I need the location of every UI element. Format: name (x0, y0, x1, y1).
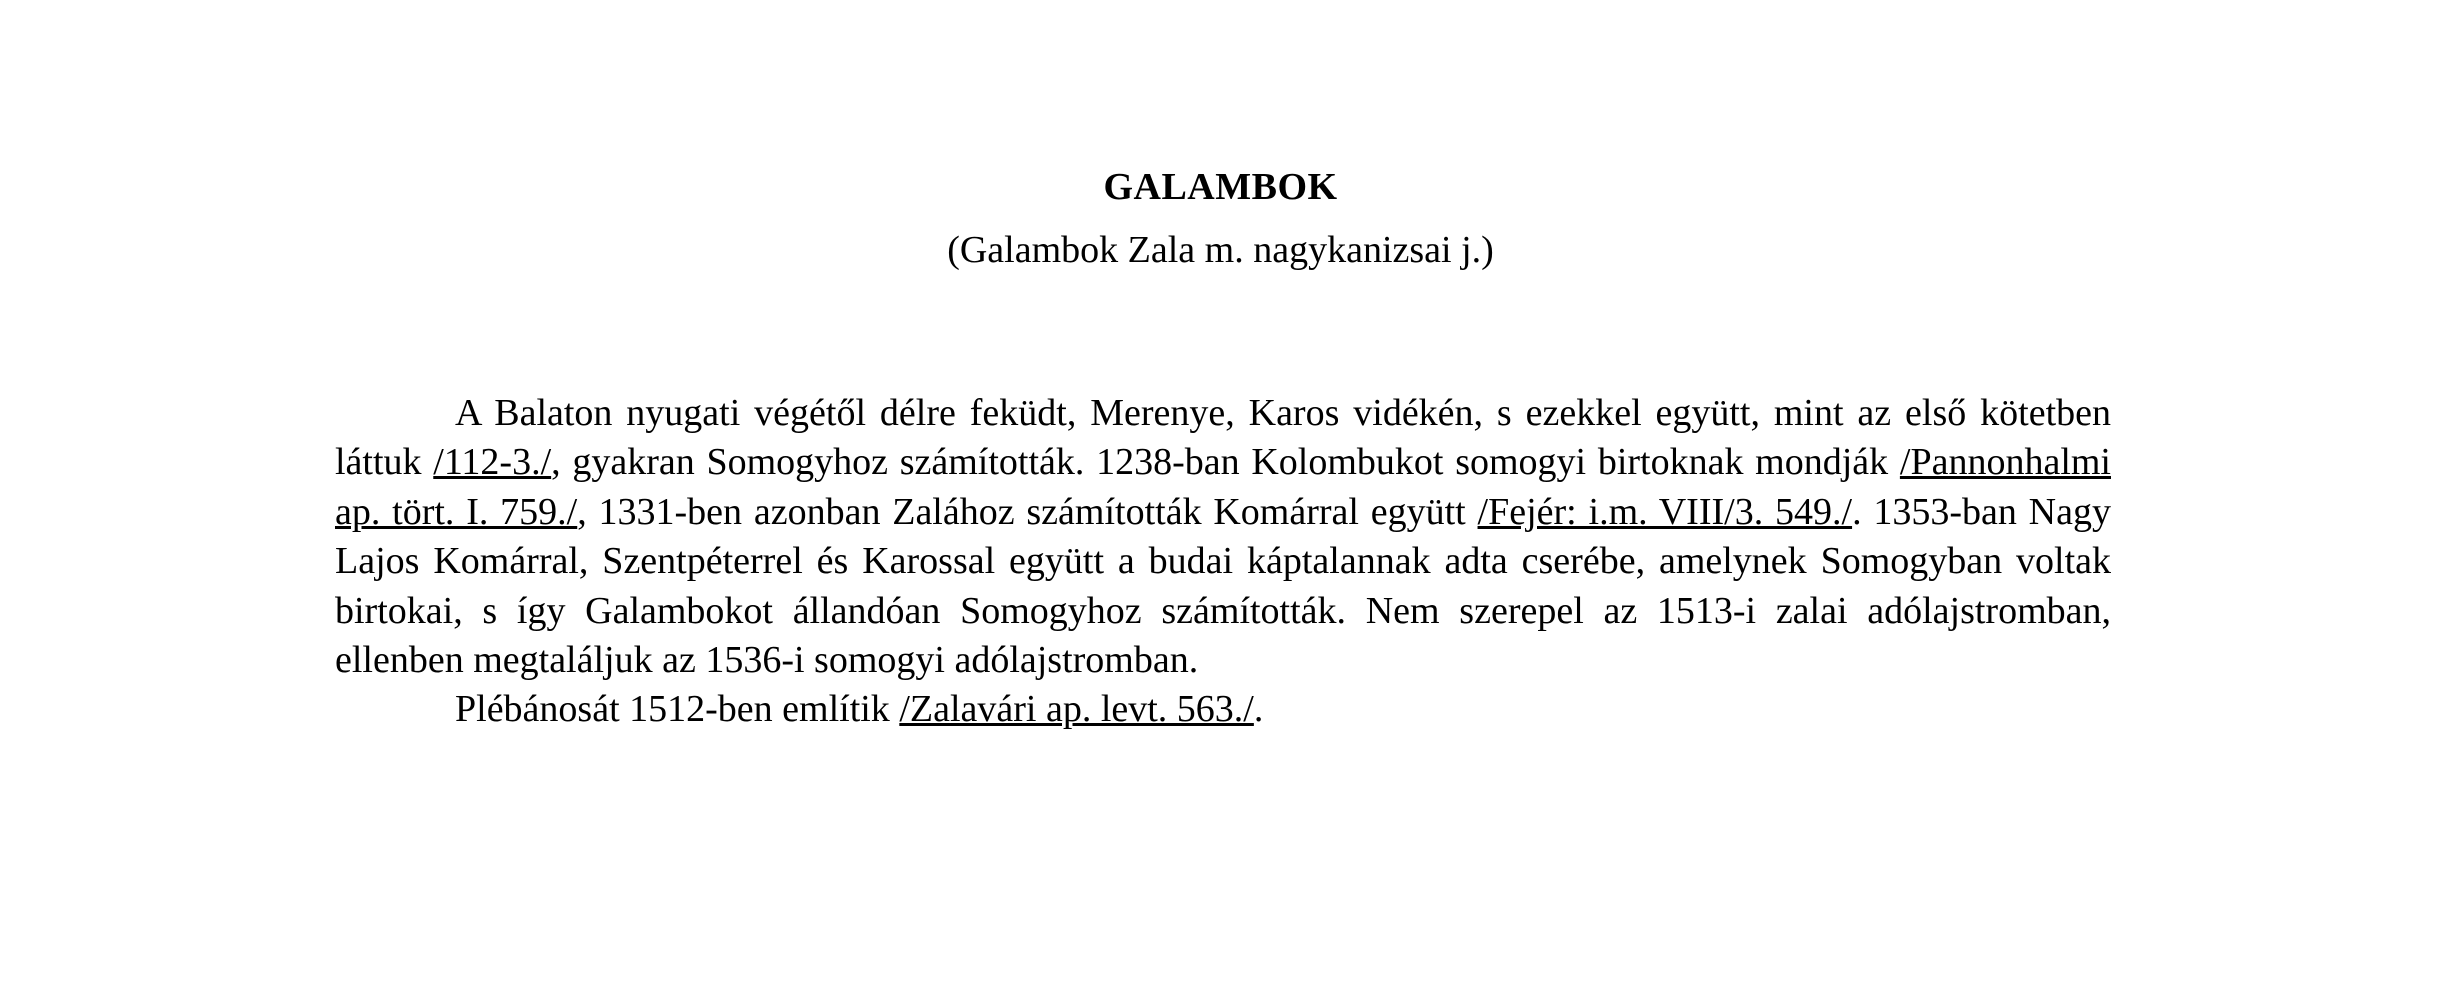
paragraph-text: , gyakran Somogyhoz számították. 1238-ban Kolombukot somogyi birtoknak mondják (551, 441, 1900, 484)
source-reference: /Fejér: i.m. VIII/3. 549./ (1477, 490, 1853, 533)
page-subtitle: (Galambok Zala m. nagykanizsai j.) (947, 229, 1494, 271)
paragraph-text: . (1253, 688, 1264, 731)
document-body (0, 389, 2441, 735)
paragraph-text: . 1353-ban Nagy Lajos Komárral, Szentpéterrel és Karossal együtt a budai káptalannak adta cserébe, amelynek Somogyban voltak birtokai, s így Galambokot állandóan Somogyhoz számították. Nem szerepel az 1513-i zalai adólajstromban, ellenben megtaláljuk az 1536-i somogyi adólajstromban. (335, 490, 2111, 681)
page-title: GALAMBOK (1103, 166, 1338, 208)
paragraph (335, 685, 2111, 734)
paragraph-text: Plébánosát 1512-ben említik (455, 688, 900, 731)
source-reference: /Zalavári ap. levt. 563./ (899, 688, 1254, 731)
source-reference: /Pannonhalmi ap. tört. I. 759./ (335, 441, 2111, 533)
source-reference: /112-3./ (433, 441, 552, 484)
paragraph (335, 389, 2111, 685)
paragraph-text: A Balaton nyugati végétől délre feküdt, Merenye, Karos vidékén, s ezekkel együtt, mint az első kötetben láttuk (335, 392, 2111, 484)
paragraph-text: , 1331-ben azonban Zalához számították Komárral együtt (577, 490, 1478, 533)
